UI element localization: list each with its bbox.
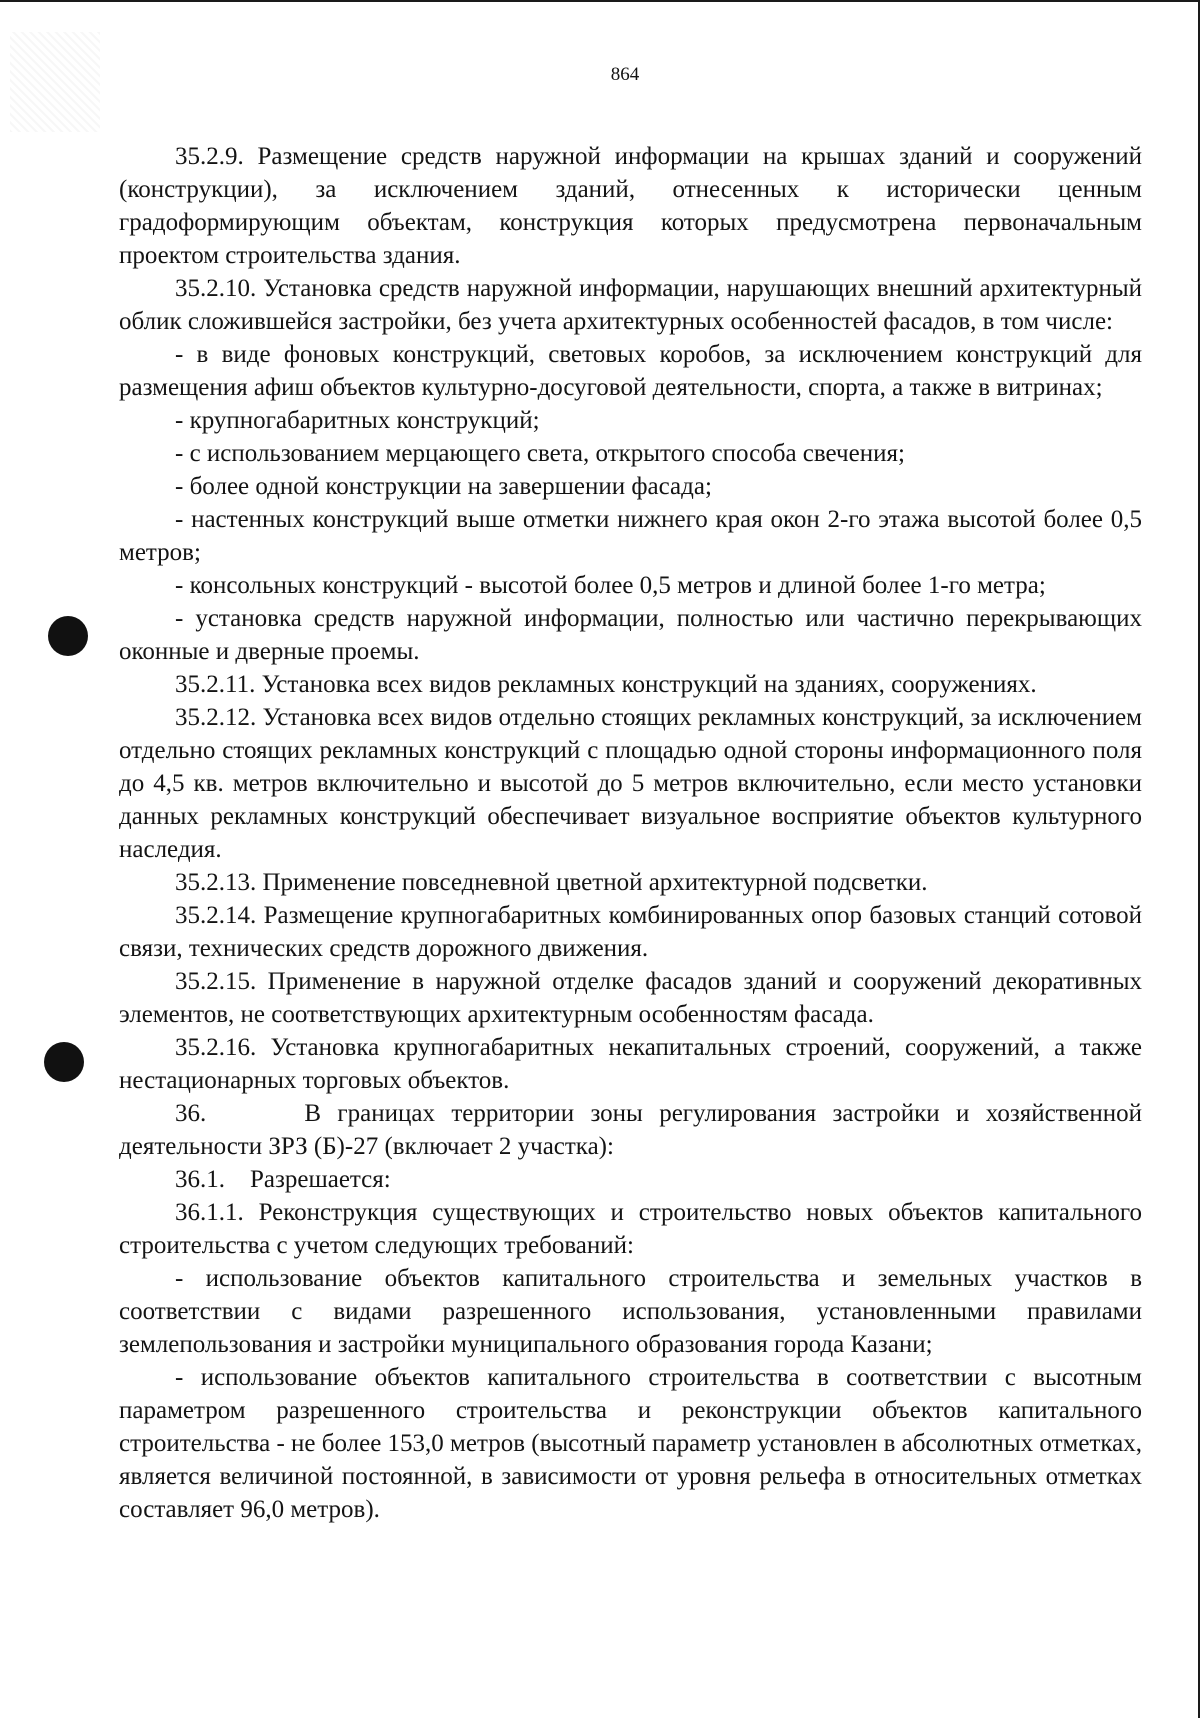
paragraph: 35.2.11. Установка всех видов рекламных конструкций на зданиях, сооружениях. — [175, 671, 1037, 698]
list-item: - более одной конструкции на завершении фасада; — [175, 473, 712, 500]
paragraph: 35.2.15. Применение в наружной отделке фасадов зданий и сооружений декоративных элементов, не соответствующих архитектурным особенностям фасада. — [119, 968, 1142, 1028]
list-item: - с использованием мерцающего света, открытого способа свечения; — [175, 440, 905, 467]
paragraph: 35.2.14. Размещение крупногабаритных комбинированных опор базовых станций сотовой связи, технических средств дорожного движения. — [119, 902, 1142, 962]
list-item: - использование объектов капитального строительства и земельных участков в соответствии с видами разрешенного использования, установленными правилами землепользования и застройки муниципального образования города Казани; — [119, 1265, 1142, 1358]
document-body — [119, 140, 1149, 1526]
section-heading: 36. В границах территории зоны регулирования застройки и хозяйственной деятельности ЗРЗ (Б)-27 (включает 2 участка): — [119, 1100, 1149, 1160]
paragraph: 35.2.10. Установка средств наружной информации, нарушающих внешний архитектурный облик сложившейся застройки, без учета архитектурных особенностей фасадов, в том числе: — [119, 275, 1142, 335]
paragraph: 36.1.1. Реконструкция существующих и строительство новых объектов капитального строительства с учетом следующих требований: — [119, 1199, 1142, 1259]
list-item: - использование объектов капитального строительства в соответствии с высотным параметром разрешенного строительства и реконструкции объектов капитального строительства - не более 153,0 метров (высотный параметр установлен в абсолютных отметках, является величиной постоянной, в зависимости от уровня рельефа в относительных отметках составляет 96,0 метров). — [119, 1364, 1142, 1523]
paragraph: 35.2.12. Установка всех видов отдельно стоящих рекламных конструкций, за исключением отдельно стоящих рекламных конструкций с площадью одной стороны информационного поля до 4,5 кв. метров включительно и высотой до 5 метров включительно, если место установки данных рекламных конструкций обеспечивает визуальное восприятие объектов культурного наследия. — [119, 704, 1142, 863]
paragraph: 35.2.13. Применение повседневной цветной архитектурной подсветки. — [175, 869, 928, 896]
list-item: - установка средств наружной информации, полностью или частично перекрывающих оконные и дверные проемы. — [119, 605, 1142, 665]
paragraph: 35.2.9. Размещение средств наружной информации на крышах зданий и сооружений (конструкции), за исключением зданий, отнесенных к исторически ценным градоформирующим объектам, конструкция которых предусмотрена первоначальным проектом строительства здания. — [119, 143, 1142, 269]
page-number: 864 — [610, 64, 640, 85]
list-item: - консольных конструкций - высотой более 0,5 метров и длиной более 1-го метра; — [175, 572, 1046, 599]
list-item: - крупногабаритных конструкций; — [175, 407, 540, 434]
paragraph: 35.2.16. Установка крупногабаритных некапитальных строений, сооружений, а также нестационарных торговых объектов. — [119, 1034, 1142, 1094]
list-item: - в виде фоновых конструкций, световых коробов, за исключением конструкций для размещения афиш объектов культурно-досуговой деятельности, спорта, а также в витринах; — [119, 341, 1142, 401]
list-item: - настенных конструкций выше отметки нижнего края окон 2-го этажа высотой более 0,5 метров; — [119, 506, 1142, 566]
subsection-heading: 36.1. Разрешается: — [175, 1166, 391, 1193]
punch-hole-bottom — [44, 1042, 84, 1082]
punch-hole-top — [48, 616, 88, 656]
